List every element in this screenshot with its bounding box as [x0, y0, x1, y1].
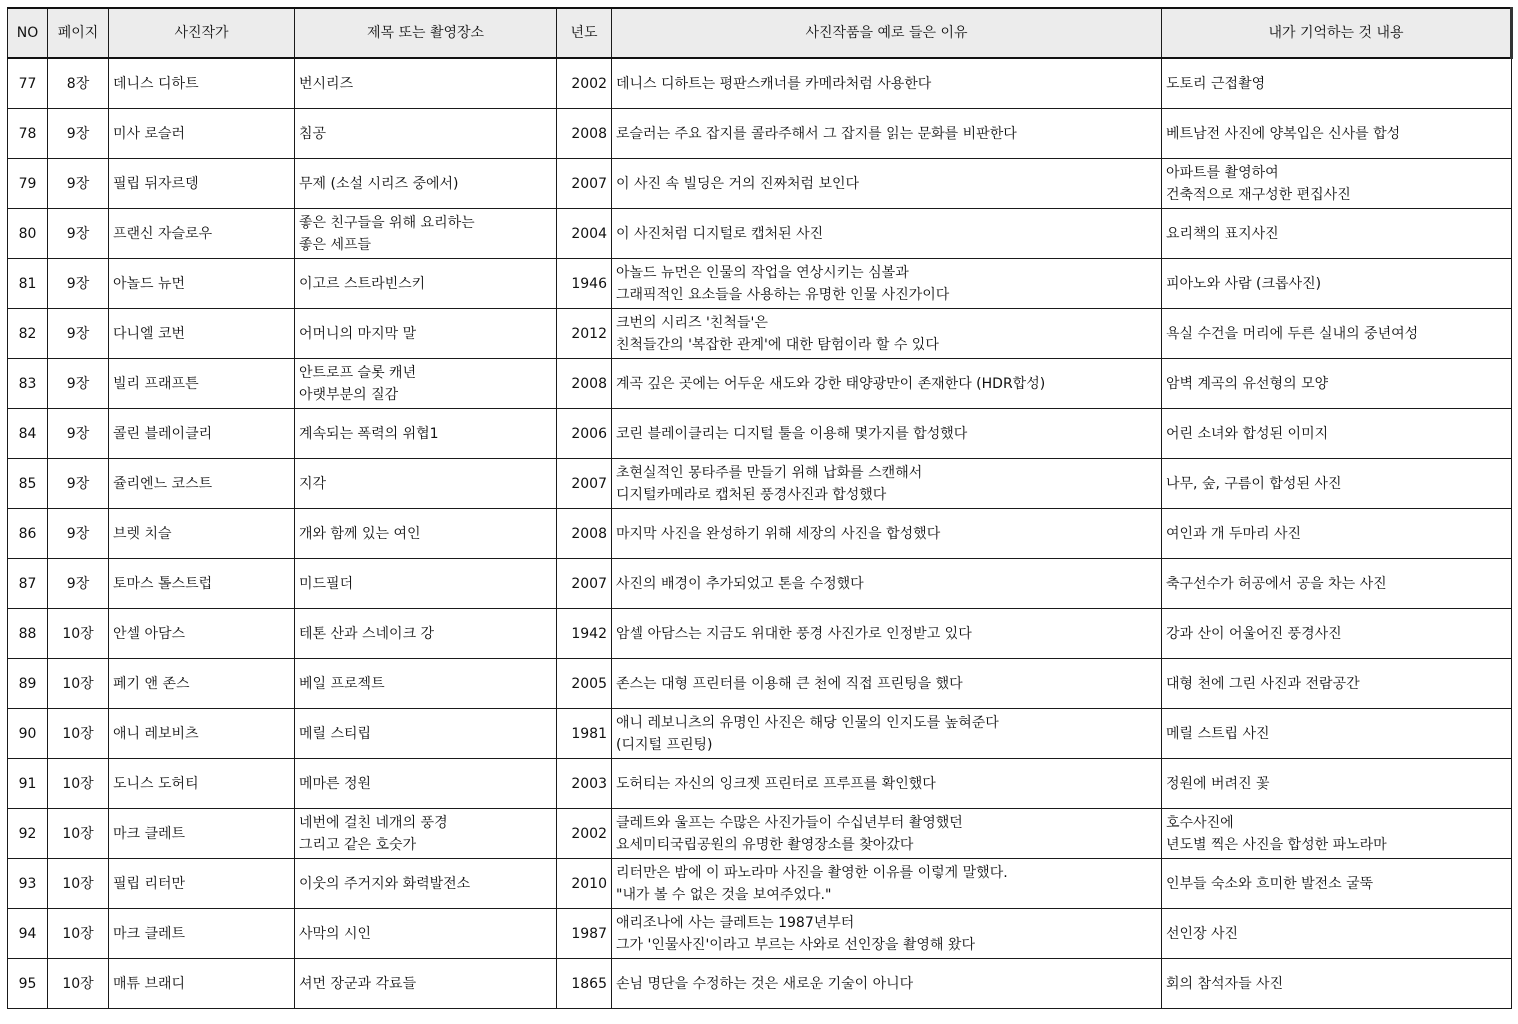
cell-reason — [612, 559, 1162, 609]
cell-reason-line: 데니스 디하트는 평판스캐너를 카메라처럼 사용한다 — [616, 75, 932, 92]
cell-year: 2008 — [557, 509, 612, 559]
cell-title-line: 좋은 친구들을 위해 요리하는 — [299, 214, 475, 231]
cell-memory — [1162, 209, 1512, 259]
cell-reason-line: 애니 레보니츠의 유명인 사진은 해당 인물의 인지도를 높혀준다 — [616, 714, 999, 731]
header-title: 제목 또는 촬영장소 — [295, 8, 557, 58]
cell-reason — [612, 259, 1162, 309]
cell-photographer: 안셀 아담스 — [109, 609, 295, 659]
cell-reason — [612, 58, 1162, 109]
table-row — [8, 459, 1512, 509]
cell-year: 2012 — [557, 309, 612, 359]
cell-no: 91 — [8, 759, 48, 809]
table-row — [8, 209, 1512, 259]
cell-memory — [1162, 109, 1512, 159]
cell-memory-line: 베트남전 사진에 양복입은 신사를 합성 — [1166, 125, 1401, 142]
cell-page: 9장 — [48, 259, 109, 309]
cell-title-line: 사막의 시인 — [299, 925, 372, 942]
cell-reason — [612, 109, 1162, 159]
cell-reason-line: 로슬러는 주요 잡지를 콜라주해서 그 잡지를 읽는 문화를 비판한다 — [616, 125, 1017, 142]
cell-memory — [1162, 709, 1512, 759]
cell-year: 2007 — [557, 159, 612, 209]
cell-reason-line: 사진의 배경이 추가되었고 톤을 수정했다 — [616, 575, 864, 592]
cell-no: 94 — [8, 909, 48, 959]
cell-memory — [1162, 509, 1512, 559]
table-row — [8, 58, 1512, 109]
cell-title-line: 계속되는 폭력의 위협1 — [299, 425, 439, 442]
cell-reason-line: 이 사진 속 빌딩은 거의 진짜처럼 보인다 — [616, 175, 860, 192]
cell-year: 2008 — [557, 109, 612, 159]
cell-title-line: 무제 (소설 시리즈 중에서) — [299, 175, 459, 192]
cell-page: 10장 — [48, 809, 109, 859]
cell-memory-line: 나무, 숲, 구름이 합성된 사진 — [1166, 475, 1342, 492]
table-row — [8, 309, 1512, 359]
cell-reason-line: 손님 명단을 수정하는 것은 새로운 기술이 아니다 — [616, 975, 914, 992]
cell-title-line: 번시리즈 — [299, 75, 354, 92]
cell-title — [295, 309, 557, 359]
cell-reason — [612, 159, 1162, 209]
cell-no: 82 — [8, 309, 48, 359]
table-row — [8, 559, 1512, 609]
cell-title — [295, 909, 557, 959]
table-row — [8, 259, 1512, 309]
cell-reason-line: 리터만은 밤에 이 파노라마 사진을 촬영한 이유를 이렇게 말했다. — [616, 864, 1008, 881]
cell-reason-line: 요세미티국립공원의 유명한 촬영장소를 찾아갔다 — [616, 836, 914, 853]
cell-year: 2007 — [557, 459, 612, 509]
cell-memory-line: 정원에 버려진 꽃 — [1166, 775, 1270, 792]
cell-page: 10장 — [48, 609, 109, 659]
cell-reason — [612, 759, 1162, 809]
cell-photographer: 페기 앤 존스 — [109, 659, 295, 709]
header-no: NO — [8, 8, 48, 58]
cell-page: 10장 — [48, 909, 109, 959]
cell-reason-line: 이 사진처럼 디지털로 캡처된 사진 — [616, 225, 824, 242]
cell-reason — [612, 409, 1162, 459]
cell-year: 2003 — [557, 759, 612, 809]
table-row — [8, 109, 1512, 159]
cell-reason-line: 초현실적인 몽타주를 만들기 위해 납화를 스캔해서 — [616, 464, 923, 481]
cell-page: 9장 — [48, 409, 109, 459]
cell-no: 92 — [8, 809, 48, 859]
table-row — [8, 659, 1512, 709]
cell-reason-line: 계곡 깊은 곳에는 어두운 새도와 강한 태양광만이 존재한다 (HDR합성) — [616, 375, 1046, 392]
cell-title-line: 안트로프 슬롯 캐년 — [299, 364, 417, 381]
cell-memory — [1162, 58, 1512, 109]
cell-reason-line: 아놀드 뉴먼은 인물의 작업을 연상시키는 심볼과 — [616, 264, 909, 281]
cell-no: 93 — [8, 859, 48, 909]
cell-memory — [1162, 459, 1512, 509]
cell-reason-line: 코린 블레이클리는 디지털 툴을 이용해 몇가지를 합성했다 — [616, 425, 968, 442]
cell-memory-line: 도토리 근접촬영 — [1166, 75, 1266, 92]
cell-title — [295, 859, 557, 909]
cell-photographer: 다니엘 코번 — [109, 309, 295, 359]
cell-reason-line: 마지막 사진을 완성하기 위해 세장의 사진을 합성했다 — [616, 525, 941, 542]
cell-photographer: 애니 레보비츠 — [109, 709, 295, 759]
cell-reason — [612, 709, 1162, 759]
table-row — [8, 609, 1512, 659]
cell-memory — [1162, 909, 1512, 959]
table-row — [8, 159, 1512, 209]
cell-photographer: 브렛 치슬 — [109, 509, 295, 559]
cell-page: 8장 — [48, 58, 109, 109]
cell-title-line: 테톤 산과 스네이크 강 — [299, 625, 435, 642]
header-memory: 내가 기억하는 것 내용 — [1162, 8, 1512, 58]
cell-memory — [1162, 859, 1512, 909]
cell-no: 78 — [8, 109, 48, 159]
cell-memory — [1162, 309, 1512, 359]
table-row — [8, 759, 1512, 809]
table-row — [8, 859, 1512, 909]
cell-memory-line: 여인과 개 두마리 사진 — [1166, 525, 1302, 542]
cell-reason-line: 클레트와 울프는 수많은 사진가들이 수십년부터 촬영했던 — [616, 814, 963, 831]
cell-no: 80 — [8, 209, 48, 259]
cell-no: 79 — [8, 159, 48, 209]
cell-photographer: 미사 로슬러 — [109, 109, 295, 159]
cell-reason-line: 암셀 아담스는 지금도 위대한 풍경 사진가로 인정받고 있다 — [616, 625, 972, 642]
cell-memory-line: 축구선수가 허공에서 공을 차는 사진 — [1166, 575, 1387, 592]
cell-page: 9장 — [48, 459, 109, 509]
cell-year: 1865 — [557, 959, 612, 1009]
cell-title — [295, 409, 557, 459]
cell-year: 1942 — [557, 609, 612, 659]
table-row — [8, 959, 1512, 1009]
header-row — [8, 8, 1512, 58]
cell-memory — [1162, 659, 1512, 709]
cell-no: 84 — [8, 409, 48, 459]
table-row — [8, 409, 1512, 459]
cell-memory-line: 욕실 수건을 머리에 두른 실내의 중년여성 — [1166, 325, 1419, 342]
cell-year: 2006 — [557, 409, 612, 459]
cell-reason — [612, 509, 1162, 559]
cell-title-line: 좋은 세프들 — [299, 236, 372, 253]
cell-title — [295, 509, 557, 559]
table-row — [8, 509, 1512, 559]
cell-title-line: 지각 — [299, 475, 327, 492]
table-row — [8, 909, 1512, 959]
cell-reason-line: "내가 볼 수 없은 것을 보여주었다." — [616, 886, 832, 903]
cell-year: 1987 — [557, 909, 612, 959]
cell-title — [295, 209, 557, 259]
cell-title — [295, 109, 557, 159]
cell-no: 85 — [8, 459, 48, 509]
cell-title — [295, 709, 557, 759]
cell-title-line: 네번에 걸친 네개의 풍경 — [299, 814, 448, 831]
cell-memory-line: 호수사진에 — [1166, 814, 1234, 831]
cell-page: 10장 — [48, 959, 109, 1009]
cell-photographer: 프랜신 자슬로우 — [109, 209, 295, 259]
cell-memory-line: 아파트를 촬영하여 — [1166, 164, 1279, 181]
cell-no: 90 — [8, 709, 48, 759]
cell-title-line: 셔먼 장군과 각료들 — [299, 975, 417, 992]
cell-reason — [612, 459, 1162, 509]
cell-reason — [612, 609, 1162, 659]
cell-memory-line: 어린 소녀와 합성된 이미지 — [1166, 425, 1329, 442]
cell-no: 83 — [8, 359, 48, 409]
cell-no: 95 — [8, 959, 48, 1009]
cell-reason — [612, 959, 1162, 1009]
cell-reason — [612, 359, 1162, 409]
cell-no: 89 — [8, 659, 48, 709]
header-photographer: 사진작가 — [109, 8, 295, 58]
cell-no: 81 — [8, 259, 48, 309]
cell-reason-line: 디지털카메라로 캡처된 풍경사진과 합성했다 — [616, 486, 887, 503]
cell-title-line: 이웃의 주거지와 화력발전소 — [299, 875, 471, 892]
cell-no: 88 — [8, 609, 48, 659]
cell-memory — [1162, 609, 1512, 659]
cell-photographer: 쥴리엔느 코스트 — [109, 459, 295, 509]
cell-memory-line: 인부들 숙소와 흐미한 발전소 굴뚝 — [1166, 875, 1374, 892]
header-page: 페이지 — [48, 8, 109, 58]
cell-photographer: 마크 클레트 — [109, 909, 295, 959]
header-reason: 사진작품을 예로 들은 이유 — [612, 8, 1162, 58]
cell-memory-line: 선인장 사진 — [1166, 925, 1239, 942]
cell-reason-line: 친척들간의 '복잡한 관계'에 대한 탐험이라 할 수 있다 — [616, 336, 939, 353]
cell-photographer: 필립 리터만 — [109, 859, 295, 909]
cell-memory-line: 대형 천에 그린 사진과 전람공간 — [1166, 675, 1360, 692]
cell-photographer: 아놀드 뉴먼 — [109, 259, 295, 309]
cell-title-line: 아랫부분의 질감 — [299, 386, 399, 403]
cell-reason — [612, 909, 1162, 959]
cell-title — [295, 159, 557, 209]
table-body — [8, 58, 1512, 1009]
cell-title-line: 개와 함께 있는 여인 — [299, 525, 421, 542]
cell-title — [295, 959, 557, 1009]
cell-title — [295, 459, 557, 509]
cell-title — [295, 559, 557, 609]
cell-memory — [1162, 359, 1512, 409]
cell-page: 9장 — [48, 209, 109, 259]
cell-memory — [1162, 759, 1512, 809]
header-year: 년도 — [557, 8, 612, 58]
cell-reason — [612, 809, 1162, 859]
cell-reason-line: 그가 '인물사진'이라고 부르는 사와로 선인장을 촬영해 왔다 — [616, 936, 975, 953]
cell-memory-line: 건축적으로 재구성한 편집사진 — [1166, 186, 1351, 203]
cell-memory — [1162, 959, 1512, 1009]
cell-title-line: 베일 프로젝트 — [299, 675, 385, 692]
cell-no: 87 — [8, 559, 48, 609]
cell-memory — [1162, 809, 1512, 859]
cell-title — [295, 809, 557, 859]
cell-page: 10장 — [48, 709, 109, 759]
cell-memory-line: 메릴 스트립 사진 — [1166, 725, 1270, 742]
cell-reason-line: 크번의 시리즈 '친척들'은 — [616, 314, 768, 331]
table-row — [8, 809, 1512, 859]
cell-page: 9장 — [48, 109, 109, 159]
photo-table — [7, 7, 1513, 1009]
cell-memory-line: 년도별 찍은 사진을 합성한 파노라마 — [1166, 836, 1387, 853]
cell-page: 10장 — [48, 859, 109, 909]
cell-year: 2002 — [557, 809, 612, 859]
cell-photographer: 도니스 도허티 — [109, 759, 295, 809]
cell-page: 9장 — [48, 559, 109, 609]
cell-page: 9장 — [48, 359, 109, 409]
cell-title — [295, 359, 557, 409]
cell-title-line: 침공 — [299, 125, 327, 142]
cell-photographer: 콜린 블레이클리 — [109, 409, 295, 459]
cell-memory — [1162, 409, 1512, 459]
cell-reason — [612, 859, 1162, 909]
cell-photographer: 매튜 브래디 — [109, 959, 295, 1009]
cell-memory-line: 회의 참석자들 사진 — [1166, 975, 1284, 992]
cell-reason-line: 도허티는 자신의 잉크젯 프린터로 프루프를 확인했다 — [616, 775, 936, 792]
cell-page: 10장 — [48, 759, 109, 809]
cell-title-line: 그리고 같은 호숫가 — [299, 836, 417, 853]
cell-no: 86 — [8, 509, 48, 559]
cell-title — [295, 759, 557, 809]
cell-reason-line: 그래픽적인 요소들을 사용하는 유명한 인물 사진가이다 — [616, 286, 950, 303]
cell-page: 9장 — [48, 309, 109, 359]
cell-memory — [1162, 159, 1512, 209]
cell-title — [295, 659, 557, 709]
cell-reason-line: 애리조나에 사는 클레트는 1987년부터 — [616, 914, 855, 931]
cell-title-line: 메릴 스티립 — [299, 725, 372, 742]
cell-year: 2007 — [557, 559, 612, 609]
cell-memory-line: 요리책의 표지사진 — [1166, 225, 1279, 242]
cell-year: 2008 — [557, 359, 612, 409]
cell-photographer: 토마스 톨스트럽 — [109, 559, 295, 609]
cell-reason — [612, 309, 1162, 359]
cell-reason-line: (디지털 프린팅) — [616, 736, 713, 753]
cell-photographer: 필립 뒤자르뎅 — [109, 159, 295, 209]
cell-page: 10장 — [48, 659, 109, 709]
cell-memory-line: 암벽 계곡의 유선형의 모양 — [1166, 375, 1329, 392]
cell-photographer: 마크 클레트 — [109, 809, 295, 859]
cell-memory-line: 피아노와 사람 (크롭사진) — [1166, 275, 1322, 292]
cell-reason — [612, 659, 1162, 709]
table-row — [8, 359, 1512, 409]
cell-title — [295, 609, 557, 659]
cell-page: 9장 — [48, 509, 109, 559]
cell-year: 2002 — [557, 58, 612, 109]
cell-year: 2005 — [557, 659, 612, 709]
cell-title-line: 메마른 정원 — [299, 775, 372, 792]
cell-title-line: 어머니의 마지막 말 — [299, 325, 417, 342]
cell-year: 1946 — [557, 259, 612, 309]
cell-photographer: 빌리 프래프튼 — [109, 359, 295, 409]
cell-year: 2004 — [557, 209, 612, 259]
cell-photographer: 데니스 디하트 — [109, 58, 295, 109]
cell-memory-line: 강과 산이 어울어진 풍경사진 — [1166, 625, 1342, 642]
cell-year: 2010 — [557, 859, 612, 909]
cell-reason — [612, 209, 1162, 259]
cell-no: 77 — [8, 58, 48, 109]
table-row — [8, 709, 1512, 759]
cell-page: 9장 — [48, 159, 109, 209]
cell-reason-line: 존스는 대형 프린터를 이용해 큰 천에 직접 프린팅을 했다 — [616, 675, 963, 692]
cell-title-line: 미드필더 — [299, 575, 354, 592]
cell-memory — [1162, 559, 1512, 609]
cell-title-line: 이고르 스트라빈스키 — [299, 275, 426, 292]
cell-year: 1981 — [557, 709, 612, 759]
cell-title — [295, 58, 557, 109]
cell-title — [295, 259, 557, 309]
cell-memory — [1162, 259, 1512, 309]
